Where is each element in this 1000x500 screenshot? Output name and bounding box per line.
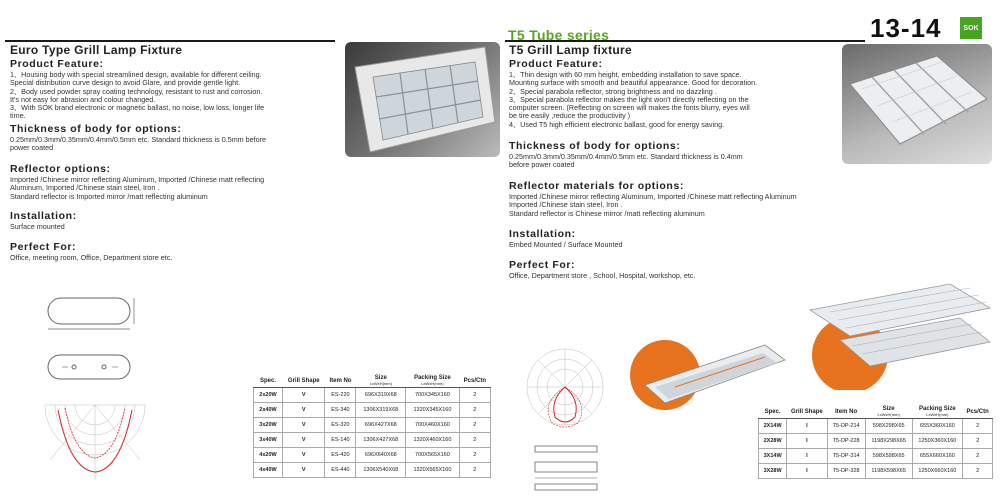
table-cell: 655X360X160: [912, 419, 963, 434]
col-packing-label: Packing Size: [919, 406, 956, 412]
left-feature-heading: Product Feature:: [10, 58, 104, 70]
col-item-no: Item No: [827, 405, 865, 419]
table-cell: 655X660X160: [912, 449, 963, 464]
table-cell: V: [283, 403, 325, 418]
table-row: [254, 463, 491, 478]
table-cell: 2: [459, 418, 490, 433]
table-row: [759, 434, 993, 449]
left-photometric-curve: [40, 400, 150, 485]
table-cell: 598X598X65: [865, 449, 912, 464]
right-spec-table: [758, 405, 993, 479]
table-cell: ES-220: [325, 388, 356, 403]
right-perfect-heading: Perfect For:: [509, 259, 576, 271]
left-thickness-heading: Thickness of body for options:: [10, 123, 182, 135]
right-thickness-heading: Thickness of body for options:: [509, 140, 681, 152]
col-pcs-ctn: Pcs/Ctn: [459, 374, 490, 388]
table-row: [759, 449, 993, 464]
left-perfect-text: Office, meeting room, Office, Department store etc.: [10, 253, 173, 262]
table-cell: 3X28W: [759, 464, 787, 479]
right-feature-heading: Product Feature:: [509, 58, 603, 70]
col-size-sub: LxWxH(mm): [369, 381, 392, 386]
brand-logo: SOK: [960, 17, 982, 39]
table-cell: 2: [459, 433, 490, 448]
table-cell: 1306X319X68: [356, 403, 406, 418]
col-grill-shape: Grill Shape: [283, 374, 325, 388]
col-size-label: Size: [374, 375, 387, 381]
col-pcs-ctn: Pcs/Ctn: [963, 405, 993, 419]
table-cell: T5-DP-314: [827, 449, 865, 464]
col-packing-sub: LxWxH(mm): [421, 381, 444, 386]
table-cell: 3X14W: [759, 449, 787, 464]
table-cell: 696X319X68: [356, 388, 406, 403]
table-cell: T5-DP-228: [827, 434, 865, 449]
table-cell: 2: [459, 448, 490, 463]
right-reflector-text: Imported /Chinese mirror reflecting Aluminum, Imported /Chinese matt reflecting Aluminum Imported /Chinese stain steel, Iron . Standard reflector is Chinese mirror /matt reflecting aluminum: [509, 192, 797, 218]
left-installation-heading: Installation:: [10, 210, 77, 222]
table-cell: ES-320: [325, 418, 356, 433]
left-title: Euro Type Grill Lamp Fixture: [10, 43, 183, 57]
table-cell: 3x20W: [254, 418, 283, 433]
col-packing-size: [912, 405, 963, 419]
table-cell: 3x40W: [254, 433, 283, 448]
left-perfect-heading: Perfect For:: [10, 241, 77, 253]
table-cell: 1250X660X160: [912, 464, 963, 479]
table-cell: 700X345X160: [406, 388, 459, 403]
col-item-no: Item No: [325, 374, 356, 388]
col-packing-label: Packing Size: [414, 375, 451, 381]
table-cell: 2: [963, 434, 993, 449]
table-cell: ES-340: [325, 403, 356, 418]
series-title: T5 Tube series: [508, 27, 610, 43]
col-grill-shape: Grill Shape: [787, 405, 827, 419]
table-cell: ES-140: [325, 433, 356, 448]
table-cell: 1198X598X65: [865, 464, 912, 479]
left-dimension-drawing: [40, 292, 150, 387]
table-row: [254, 448, 491, 463]
table-row: [254, 403, 491, 418]
left-feature-text: 1、Housing body with special streamlined design, available for different ceiling. Special distribution curve design to avoid Glare, and provide gentle light. 2、Body used powder spray coating technology, resistant to rust and corrosion. It's not easy for abrasion and colour changed. 3、With SOK brand electronic or magnetic ballast, no noise, low loss, longer life time.: [10, 70, 265, 121]
table-cell: 2: [459, 403, 490, 418]
table-cell: V: [283, 388, 325, 403]
table-cell: 700X460X160: [406, 418, 459, 433]
table-cell: 2X28W: [759, 434, 787, 449]
table-cell: 2: [963, 449, 993, 464]
table-cell: T5-DP-328: [827, 464, 865, 479]
right-title: T5 Grill Lamp fixture: [509, 43, 632, 57]
col-size: [865, 405, 912, 419]
table-cell: 700X565X160: [406, 448, 459, 463]
table-cell: T5-DP-214: [827, 419, 865, 434]
table-row: [254, 388, 491, 403]
table-cell: V: [283, 418, 325, 433]
t5-reflector-louvre-image: [800, 280, 995, 390]
col-size-label: Size: [882, 406, 895, 412]
table-cell: 4x40W: [254, 463, 283, 478]
table-cell: I: [787, 449, 827, 464]
table-cell: ES-420: [325, 448, 356, 463]
table-row: [254, 418, 491, 433]
left-thickness-text: 0.25mm/0.3mm/0.35mm/0.4mm/0.5mm etc. Standard thickness is 0.5mm before power coated: [10, 135, 267, 153]
right-perfect-text: Office, Department store , School, Hospital, workshop, etc.: [509, 271, 696, 280]
table-cell: 2: [963, 464, 993, 479]
table-cell: 2: [963, 419, 993, 434]
col-spec: Spec.: [759, 405, 787, 419]
table-cell: V: [283, 433, 325, 448]
table-cell: I: [787, 464, 827, 479]
table-cell: 598X298X65: [865, 419, 912, 434]
right-thickness-text: 0.25mm/0.3mm/0.35mm/0.4mm/0.5mm etc. Standard thickness is 0.4mm before power coated: [509, 152, 743, 170]
t5-dimension-drawing: [530, 440, 605, 495]
table-cell: ES-440: [325, 463, 356, 478]
table-cell: 1320X345X160: [406, 403, 459, 418]
col-packing-sub: LxWxH(mm): [926, 412, 949, 417]
table-cell: 1306X540X68: [356, 463, 406, 478]
table-cell: 2x20W: [254, 388, 283, 403]
page-number: 13-14: [870, 13, 942, 43]
table-cell: 2: [459, 463, 490, 478]
table-row: [759, 419, 993, 434]
right-reflector-heading: Reflector materials for options:: [509, 180, 684, 192]
table-cell: 696X427X68: [356, 418, 406, 433]
table-cell: 2X14W: [759, 419, 787, 434]
table-cell: 4x20W: [254, 448, 283, 463]
table-cell: I: [787, 434, 827, 449]
right-feature-text: 1、Thin design with 60 mm height, embedding installation to save space. Mounting surface with smooth and beautiful appearance. Good for decoration. 2、Special parabola reflector, strong brightness and no dazzling . 3、Special parabola reflector makes the light won't directly reflecting on the computer screen. (Reflecting on screen will makes the fonts blurry, eyes will be tire easily ,reduce the productivity ) 4、Used T5 high efficient electronic ballast, good for energy saving.: [509, 70, 758, 129]
table-cell: V: [283, 448, 325, 463]
left-spec-table: [253, 374, 491, 478]
table-cell: 1320X460X160: [406, 433, 459, 448]
right-installation-heading: Installation:: [509, 228, 576, 240]
table-row: [254, 433, 491, 448]
col-spec: Spec.: [254, 374, 283, 388]
left-top-rule: [5, 40, 335, 42]
col-size-sub: LxWxH(mm): [877, 412, 900, 417]
table-cell: V: [283, 463, 325, 478]
table-cell: 1320X565X160: [406, 463, 459, 478]
right-installation-text: Embed Mounted / Surface Mounted: [509, 240, 623, 249]
euro-grill-lamp-photo: [345, 42, 500, 157]
table-cell: 1198X298X65: [865, 434, 912, 449]
table-cell: 696X640X68: [356, 448, 406, 463]
left-reflector-text: Imported /Chinese mirror reflecting Aluminum, Imported /Chinese matt reflecting Aluminum, Imported /Chinese stain steel, Iron . Standard reflector is Imported mirror /matt reflecting aluminum: [10, 175, 265, 201]
table-cell: I: [787, 419, 827, 434]
t5-grill-lamp-photo: [842, 44, 992, 164]
table-cell: 2: [459, 388, 490, 403]
table-cell: 2x40W: [254, 403, 283, 418]
col-size: [356, 374, 406, 388]
left-installation-text: Surface mounted: [10, 222, 65, 231]
table-row: [759, 464, 993, 479]
right-photometric-curve: [510, 345, 620, 430]
table-cell: 1250X360X160: [912, 434, 963, 449]
table-cell: 1306X427X68: [356, 433, 406, 448]
left-reflector-heading: Reflector options:: [10, 163, 111, 175]
col-packing-size: [406, 374, 459, 388]
